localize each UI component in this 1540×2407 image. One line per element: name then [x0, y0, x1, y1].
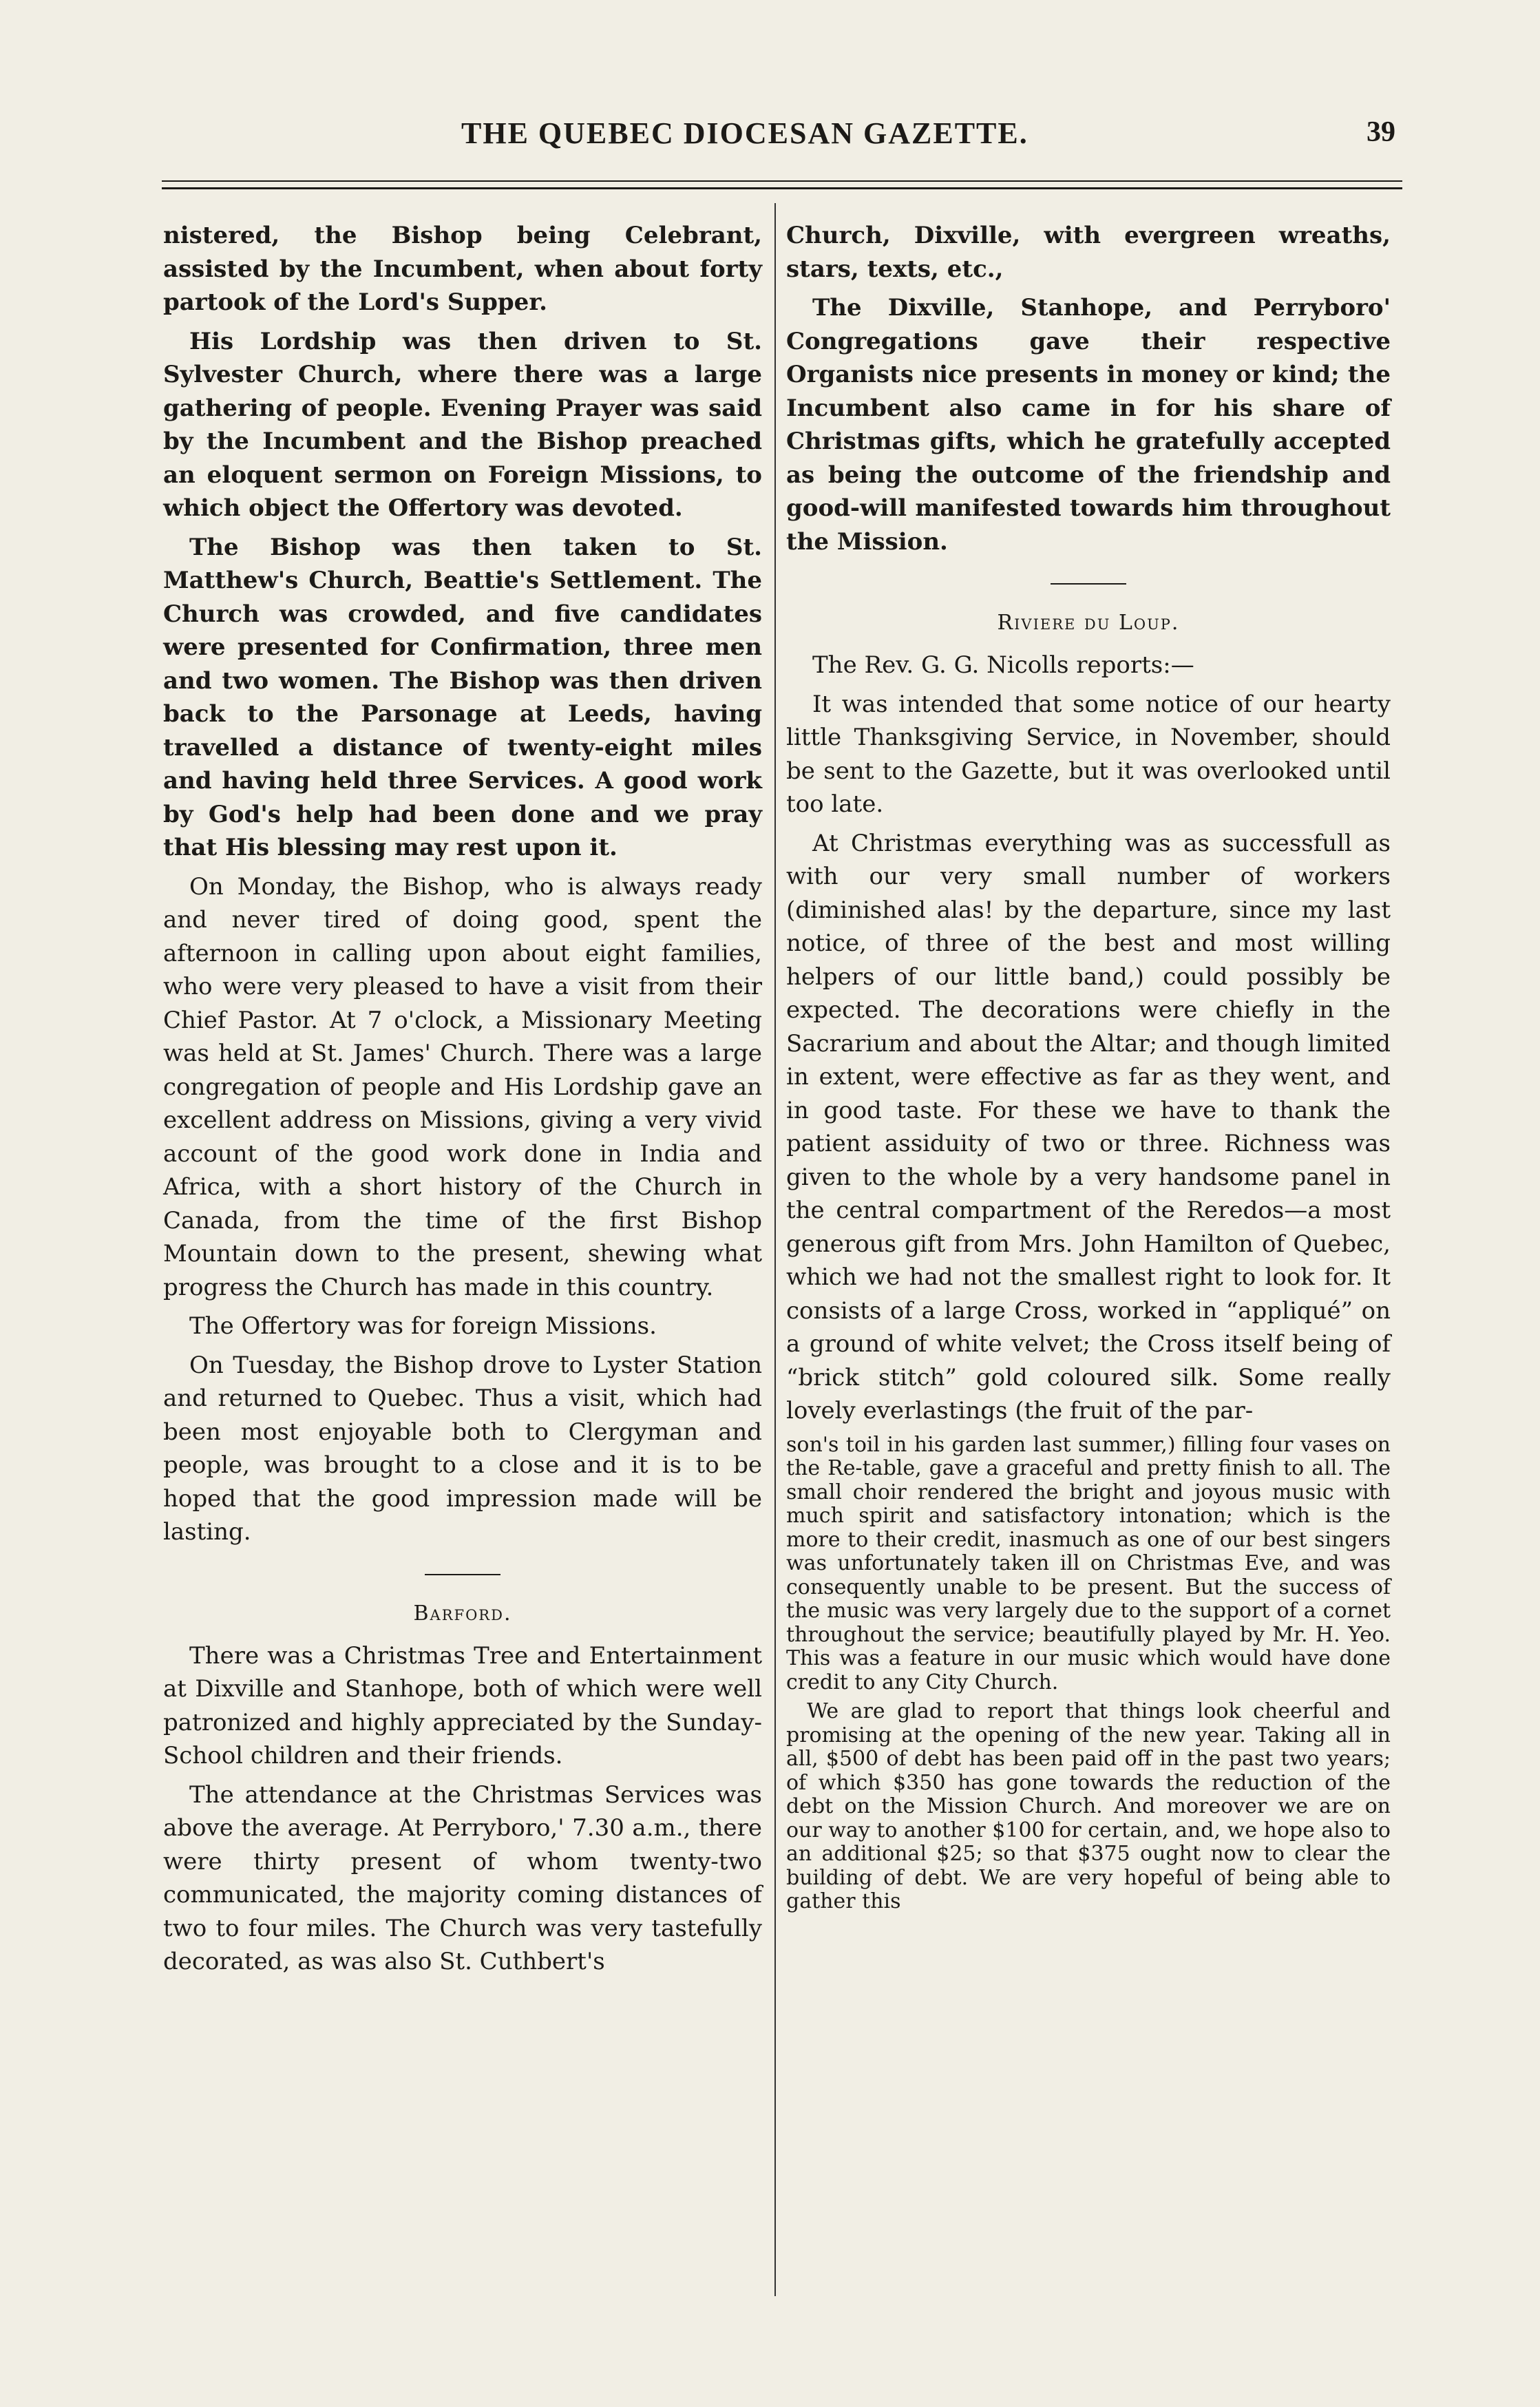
paragraph: nistered, the Bishop being Celebrant, assisted by the Incumbent, when about forty partook of the Lord's Supper. [163, 222, 762, 316]
paragraph: The Offertory was for foreign Missions. [189, 1312, 657, 1340]
paragraph: The Rev. G. G. Nicolls reports:— [812, 651, 1194, 679]
paragraph: There was a Christmas Tree and Entertainment at Dixville and Stanhope, both of which were well patronized and highly appreciated by the Sunday-School children and their friends. [163, 1641, 762, 1769]
section-heading-barford: Barford. [413, 1601, 512, 1626]
paragraph: His Lordship was then driven to St. Sylvester Church, where there was a large gathering of people. Evening Prayer was said by the Incumbent and the Bishop preached an eloquent sermon on Foreign Missions, to which object the Offertory was devoted. [163, 327, 762, 522]
column-divider [774, 203, 776, 2296]
left-column [163, 219, 762, 1984]
page-number: 39 [1367, 116, 1395, 148]
paragraph: son's toil in his garden last summer,) filling four vases on the Re-table, gave a graceful and pretty finish to all. The small choir rendered the bright and joyous music with much spirit and satisfactory intonation; which is the more to their credit, inasmuch as one of our best singers was unfortunately taken ill on Christmas Eve, and was consequently unable to be present. But the success of the music was very largely due to the support of a cornet throughout the service; beautifully played by Mr. H. Yeo. This was a feature in our music which would have done credit to any City Church. [786, 1432, 1391, 1694]
right-column [786, 219, 1391, 1920]
paragraph: We are glad to report that things look cheerful and promising at the opening of the new year. Taking all in all, $500 of debt has been paid off in the past two years; of which $350 has gone towards the reduction of the debt on the Mission Church. And moreover we are on our way to another $100 for certain, and, we hope also to an additional $25; so that $375 ought now to clear the building of debt. We are very hopeful of being able to gather this [786, 1699, 1391, 1913]
paragraph: On Monday, the Bishop, who is always ready and never tired of doing good, spent the afternoon in calling upon about eight families, who were very pleased to have a visit from their Chief Pastor. At 7 o'clock, a Missionary Meeting was held at St. James' Church. There was a large congregation of people and His Lordship gave an excellent address on Missions, giving a very vivid account of the good work done in India and Africa, with a short history of the Church in Canada, from the time of the first Bishop Mountain down to the present, shewing what progress the Church has made in this country. [163, 872, 762, 1301]
paragraph: Church, Dixville, with evergreen wreaths, stars, texts, etc., [786, 222, 1391, 283]
section-rule [425, 1574, 500, 1575]
header-rule-double [162, 187, 1402, 189]
paragraph: At Christmas everything was as successfull as with our very small number of workers (diminished alas! by the departure, since my last notice, of three of the best and most willing helpers of our little band,) could possibly be expected. The decorations were chiefly in the Sacrarium and about the Altar; and though limited in extent, were effective as far as they went, and in good taste. For these we have to thank the patient assiduity of two or three. Richness was given to the whole by a very handsome panel in the central compartment of the Reredos—a most generous gift from Mrs. John Hamilton of Quebec, which we had not the smallest right to look for. It consists of a large Cross, worked in “appliqué” on a ground of white velvet; the Cross itself being of “brick stitch” gold coloured silk. Some really lovely everlastings (the fruit of the par- [786, 829, 1391, 1425]
paragraph: The attendance at the Christmas Services was above the average. At Perryboro,' 7.30 a.m., there were thirty present of whom twenty-two communicated, the majority coming distances of two to four miles. The Church was very tastefully decorated, as was also St. Cuthbert's [163, 1780, 762, 1975]
running-title: THE QUEBEC DIOCESAN GAZETTE. [461, 116, 1029, 150]
paragraph: On Tuesday, the Bishop drove to Lyster Station and returned to Quebec. Thus a visit, which had been most enjoyable both to Clergyman and people, was brought to a close and it is to be hoped that the good impression made will be lasting. [163, 1351, 762, 1546]
paragraph: The Bishop was then taken to St. Matthew's Church, Beattie's Settlement. The Church was crowded, and five candidates were presented for Confirmation, three men and two women. The Bishop was then driven back to the Parsonage at Leeds, having travelled a distance of twenty-eight miles and having held three Services. A good work by God's help had been done and we pray that His blessing may rest upon it. [163, 533, 762, 861]
paragraph: The Dixville, Stanhope, and Perryboro' Congregations gave their respective Organists nice presents in money or kind; the Incumbent also came in for his share of Christmas gifts, which he gratefully accepted as being the outcome of the friendship and good-will manifested towards him throughout the Mission. [786, 294, 1391, 556]
paragraph: It was intended that some notice of our hearty little Thanksgiving Service, in November, should be sent to the Gazette, but it was overlooked until too late. [786, 690, 1391, 818]
page-header [165, 110, 1395, 158]
section-heading-riviere-du-loup: Riviere du Loup. [997, 611, 1180, 635]
header-rule [162, 180, 1402, 182]
section-rule [1051, 583, 1126, 585]
